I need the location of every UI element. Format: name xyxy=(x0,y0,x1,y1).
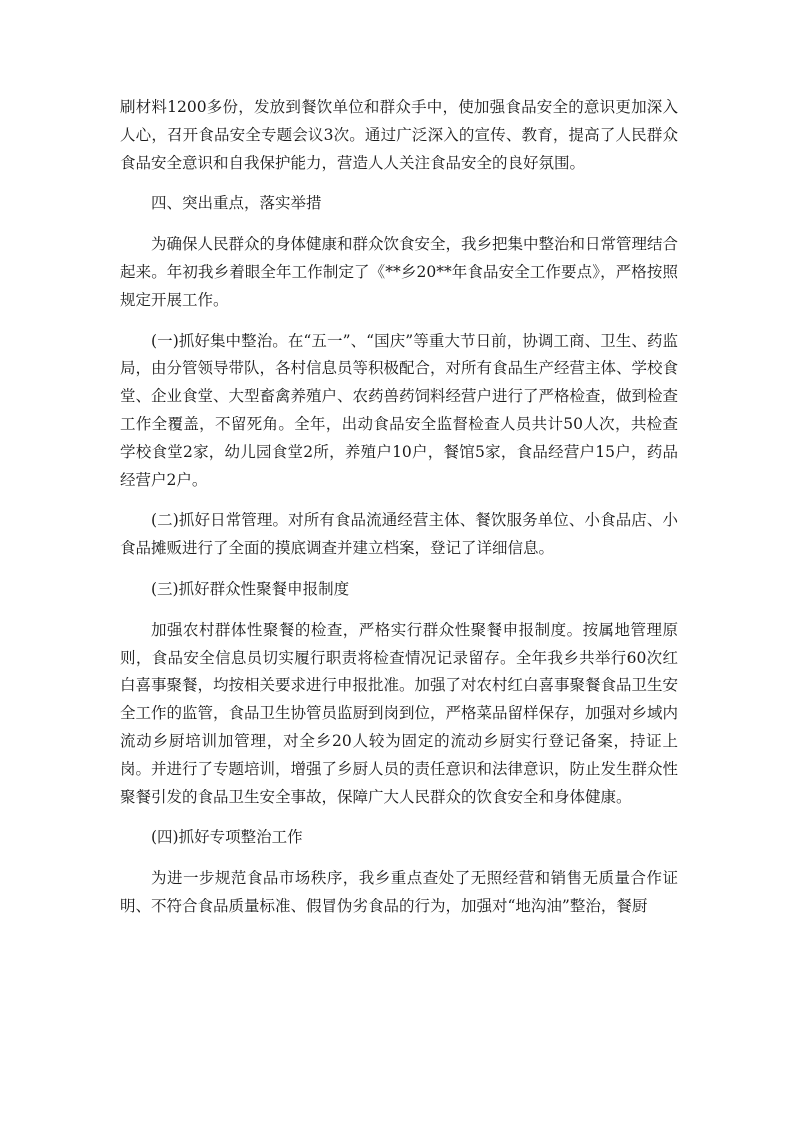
subheading-item-4: (四)抓好专项整治工作 xyxy=(151,828,303,847)
section-heading-4: 四、突出重点，落实举措 xyxy=(151,194,322,213)
paragraph-intro: 为确保人民群众的身体健康和群众饮食安全，我乡把集中整治和日常管理结合起来。年初我乡着眼全年工作制定了《**乡20**年食品安全工作要点》，严格按照规定开展工作。 xyxy=(120,235,679,309)
subheading-item-3: (三)抓好群众性聚餐申报制度 xyxy=(151,579,350,598)
paragraph-item-3-body: 加强农村群体性聚餐的检查，严格实行群众性聚餐申报制度。按属地管理原则，食品安全信息员切实履行职责将检查情况记录留存。全年我乡共举行60次红白喜事聚餐，均按相关要求进行申报批准。加强了对农村红白喜事聚餐食品卫生安全工作的监管，食品卫生协管员监厨到岗到位，严格菜品留样保存，加强对乡域内流动乡厨培训加管理，对全乡20人较为固定的流动乡厨实行登记备案，持证上岗。并进行了专题培训，增强了乡厨人员的责任意识和法律意识，防止发生群众性聚餐引发的食品卫生安全事故，保障广大人民群众的饮食安全和身体健康。 xyxy=(120,620,679,806)
paragraph-item-1: (一)抓好集中整治。在“五一”、“国庆”等重大节日前，协调工商、卫生、药监局，由分管领导带队，各村信息员等积极配合，对所有食品生产经营主体、学校食堂、企业食堂、大型畜禽养殖户、农药兽药饲料经营户进行了严格检查，做到检查工作全覆盖，不留死角。全年，出动食品安全监督检查人员共计50人次，共检查学校食堂2家，幼儿园食堂2所，养殖户10户，餐馆5家，食品经营户15户，药品经营户2户。 xyxy=(120,331,679,489)
document-page xyxy=(120,94,678,934)
paragraph-continued: 刷材料1200多份，发放到餐饮单位和群众手中，使加强食品安全的意识更加深入人心，召开食品安全专题会议3次。通过广泛深入的宣传、教育，提高了人民群众食品安全意识和自我保护能力，营造人人关注食品安全的良好氛围。 xyxy=(120,98,678,172)
paragraph-item-4-body: 为进一步规范食品市场秩序，我乡重点查处了无照经营和销售无质量合作证明、不符合食品质量标准、假冒伪劣食品的行为，加强对“地沟油”整治，餐厨 xyxy=(120,869,678,915)
paragraph-item-2: (二)抓好日常管理。对所有食品流通经营主体、餐饮服务单位、小食品店、小食品摊贩进行了全面的摸底调查并建立档案，登记了详细信息。 xyxy=(120,511,678,558)
